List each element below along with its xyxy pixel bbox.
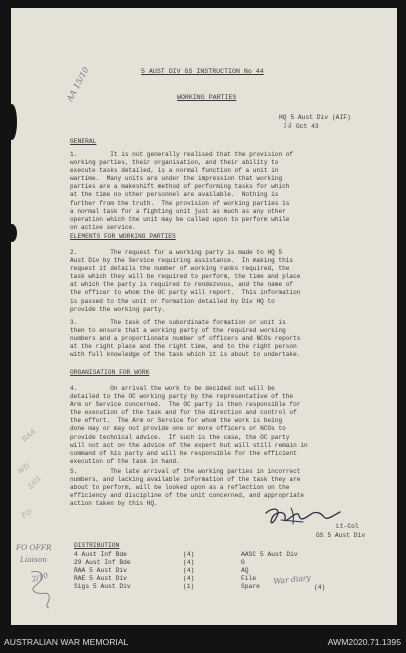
distribution-left-copies: (4)	[183, 559, 195, 566]
distribution-left-unit: Sigs 5 Aust Div	[74, 583, 131, 590]
handwritten-distribution-note: FO OFFR	[16, 543, 52, 552]
distribution-left-copies: (4)	[183, 575, 195, 582]
distribution-left-copies: (4)	[183, 567, 195, 574]
distribution-heading: DISTRIBUTION	[74, 542, 120, 549]
torn-edge	[11, 224, 17, 242]
section-elements: ELEMENTS FOR WORKING PARTIES	[70, 233, 176, 240]
distribution-left-unit: RAA 5 Aust Div	[74, 567, 127, 574]
handwritten-distribution-note: 2/10	[30, 570, 50, 584]
section-organisation: ORGANISATION FOR WORK	[70, 369, 150, 376]
paragraph-3: 3. The task of the subordinate formation or unit is then to ensure that a working party of the required working numbers and a proportionate number of officers and NCOs reports at the right place and the right time, and to the right person with full knowledge of the task which it is about to undertake.	[70, 319, 301, 359]
distribution-left-unit: RAE 5 Aust Div	[74, 575, 127, 582]
paragraph-5: 5. The late arrival of the working parties in incorrect numbers, and lacking available information of the task they are about to perform, will be looked upon as a reflection on the efficiency and discipline of the unit concerned, and appropriate action taken by this HQ.	[70, 468, 305, 508]
handwritten-margin-note: WD	[16, 461, 32, 476]
paragraph-2: 2. The request for a working party is made to HQ 5 Aust Div by the Service requiring assistance. In making this request it details the number of working ranks required, the task which they will be required to perform, the time and place at which the party is required to rendezvous, and the name of the officer to whom the OC party will report. This information is passed to the unit or formation detailed by Div HQ to provide the working party.	[70, 249, 301, 313]
handwritten-margin-note: RAA	[20, 427, 38, 444]
handwritten-distribution-note: Liaison	[20, 555, 48, 564]
section-general: GENERAL	[70, 138, 97, 145]
hq-line: HQ 5 Aust Div (AIF)	[279, 114, 351, 121]
torn-edge	[11, 104, 17, 140]
archive-footer	[0, 625, 406, 653]
handwritten-scribble	[25, 568, 59, 610]
handwritten-margin-note: FD	[20, 507, 34, 521]
handwritten-war-diary-note: War diary	[272, 573, 312, 586]
signature	[263, 504, 343, 530]
paragraph-4: 4. On arrival the work to be decided out will be detailed to the OC working party by the representative of the Arm or Service concerned. The OC party is then responsible for the execution of the task and for the direction and control of the effort. The Arm or Service for whom the work is being done may or may not provide one or more officers or NCOs to provide technical advice. If such is the case, the OC party will not act on the advice of the expert but will still remain in command of his party and will be responsible for the efficient execution of the task in hand.	[70, 385, 308, 465]
handwritten-margin-note: 2/01	[26, 474, 44, 491]
distribution-left-copies: (1)	[183, 583, 195, 590]
distribution-right-unit: AQ	[241, 567, 249, 574]
footer-accession-number: AWM2020.71.1395	[327, 637, 401, 647]
document-subtitle: WORKING PARTIES	[177, 94, 237, 101]
distribution-left-copies: (4)	[183, 551, 195, 558]
document-title: 5 AUST DIV GS INSTRUCTION No 44	[141, 68, 264, 75]
handwritten-receipt-note: AA 15/10	[65, 65, 91, 103]
handwritten-date-prefix: 14	[283, 122, 292, 130]
distribution-right-unit: Spare	[241, 583, 260, 590]
document-page	[11, 8, 397, 625]
distribution-right-unit: File	[241, 575, 257, 582]
signature-rank: Lt-Col	[336, 523, 359, 530]
date-line: Oct 43	[296, 123, 319, 130]
distribution-right-copies: (4)	[314, 584, 326, 591]
paragraph-1: 1. It is not generally realised that the provision of working parties, their organisation, and their ability to execute tasks detailed, is a normal function of a unit in wartime. Many units are under the impression that working parties are a makeshift method of performing tasks for which at the time no other personnel are available. Nothing is further from the truth. The provision of working parties is a normal task for a fighting unit just as much as any other operation which the unit may be called upon to perform while on active service.	[70, 151, 294, 231]
distribution-right-unit: AASC 5 Aust Div	[241, 551, 298, 558]
footer-institution: AUSTRALIAN WAR MEMORIAL	[4, 637, 129, 647]
distribution-right-unit: G	[241, 559, 245, 566]
distribution-left-unit: 4 Aust Inf Bde	[74, 551, 127, 558]
distribution-left-unit: 29 Aust Inf Bde	[74, 559, 131, 566]
signature-role: GS 5 Aust Div	[316, 532, 366, 539]
